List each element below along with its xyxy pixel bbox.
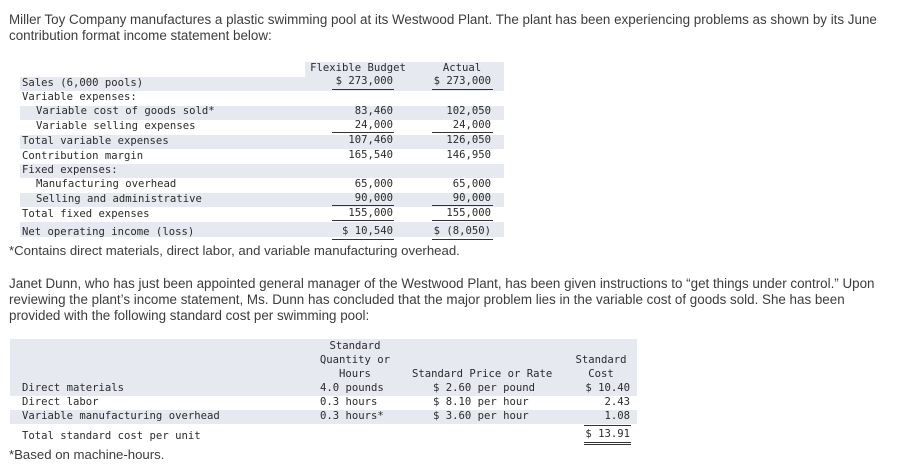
flex-value: 24,000 xyxy=(354,119,393,131)
actual-value: 102,050 xyxy=(446,105,491,117)
actual-value: 146,950 xyxy=(446,149,491,161)
rule xyxy=(584,444,631,445)
std-row-label: Direct materials xyxy=(22,382,125,394)
second-paragraph: Janet Dunn, who has just been appointed general manager of the Westwood Plant, has been given instructions to “get things under control.” Upon reviewing the plant’s income statement, Ms. Dunn has concluded that the major problem lies in the variable cost of goods sold. She has been provided with the following standard cost per swimming pool: xyxy=(9,276,875,323)
std-qty: 0.3 hours* xyxy=(320,410,384,422)
rule xyxy=(584,425,631,426)
flex-value: 107,460 xyxy=(348,134,393,146)
rule xyxy=(432,89,493,90)
flex-value: 155,000 xyxy=(348,207,393,219)
rule xyxy=(584,442,631,443)
std-cost: 2.43 xyxy=(604,396,630,408)
row-label: Variable expenses: xyxy=(22,91,137,103)
rule xyxy=(332,205,394,206)
flex-value: 90,000 xyxy=(354,192,393,204)
row-label: Fixed expenses: xyxy=(22,164,118,176)
hdr-qty-line2: Quantity or xyxy=(319,354,391,366)
row-label: Variable cost of goods sold* xyxy=(36,105,215,117)
actual-value: 155,000 xyxy=(446,207,491,219)
actual-value: 90,000 xyxy=(452,192,491,204)
std-row-label: Direct labor xyxy=(22,396,99,408)
hdr-cost-line2: Cost xyxy=(588,368,614,380)
std-qty: 4.0 pounds xyxy=(320,382,384,394)
row-label: Selling and administrative xyxy=(36,193,202,205)
row-label: Contribution margin xyxy=(22,150,144,162)
std-cost: 1.08 xyxy=(604,410,630,422)
hdr-cost-line1: Standard xyxy=(575,354,627,366)
flex-value: $ 10,540 xyxy=(341,225,393,237)
std-total-label: Total standard cost per unit xyxy=(22,430,201,442)
std-price: $ 8.10 per hour xyxy=(433,396,529,408)
rule xyxy=(432,239,493,240)
actual-value: $ 273,000 xyxy=(433,75,491,87)
rule xyxy=(432,132,493,133)
actual-value: 24,000 xyxy=(452,119,491,131)
actual-value: 126,050 xyxy=(446,134,491,146)
row-label: Variable selling expenses xyxy=(36,120,196,132)
hdr-qty-line1: Standard xyxy=(329,340,381,352)
rule xyxy=(332,220,394,221)
row-label: Total variable expenses xyxy=(22,135,169,147)
std-price: $ 3.60 per hour xyxy=(433,410,529,422)
std-price: $ 2.60 per pound xyxy=(433,382,536,394)
std-total-cost: $ 13.91 xyxy=(585,428,630,440)
row-label: Manufacturing overhead xyxy=(36,178,177,190)
row-label: Total fixed expenses xyxy=(22,208,150,220)
actual-value: $ (8,050) xyxy=(433,225,491,237)
flex-value: 65,000 xyxy=(354,178,393,190)
actual-value: 65,000 xyxy=(452,178,491,190)
flex-value: 165,540 xyxy=(348,149,393,161)
rule xyxy=(332,132,394,133)
col-header-actual: Actual xyxy=(442,62,482,74)
intro-paragraph: Miller Toy Company manufactures a plastic swimming pool at its Westwood Plant. The plant has been experiencing problems as shown by its June contribution format income statement below: xyxy=(9,12,877,43)
std-qty: 0.3 hours xyxy=(320,396,378,408)
std-row-label: Variable manufacturing overhead xyxy=(22,410,220,422)
col-header-flexible: Flexible Budget xyxy=(310,62,406,74)
rule xyxy=(432,220,493,221)
row-label: Sales (6,000 pools) xyxy=(22,77,144,89)
flex-value: 83,460 xyxy=(354,105,393,117)
hdr-qty-line3: Hours xyxy=(339,368,371,380)
rule xyxy=(432,205,493,206)
hdr-price: Standard Price or Rate xyxy=(412,368,553,380)
row-label: Net operating income (loss) xyxy=(22,226,195,238)
rule xyxy=(332,89,394,90)
flex-value: $ 273,000 xyxy=(335,75,393,87)
std-footnote: *Based on machine-hours. xyxy=(9,447,165,462)
rule xyxy=(332,239,394,240)
income-footnote: *Contains direct materials, direct labor, and variable manufacturing overhead. xyxy=(9,243,460,258)
std-cost: $ 10.40 xyxy=(585,382,630,394)
